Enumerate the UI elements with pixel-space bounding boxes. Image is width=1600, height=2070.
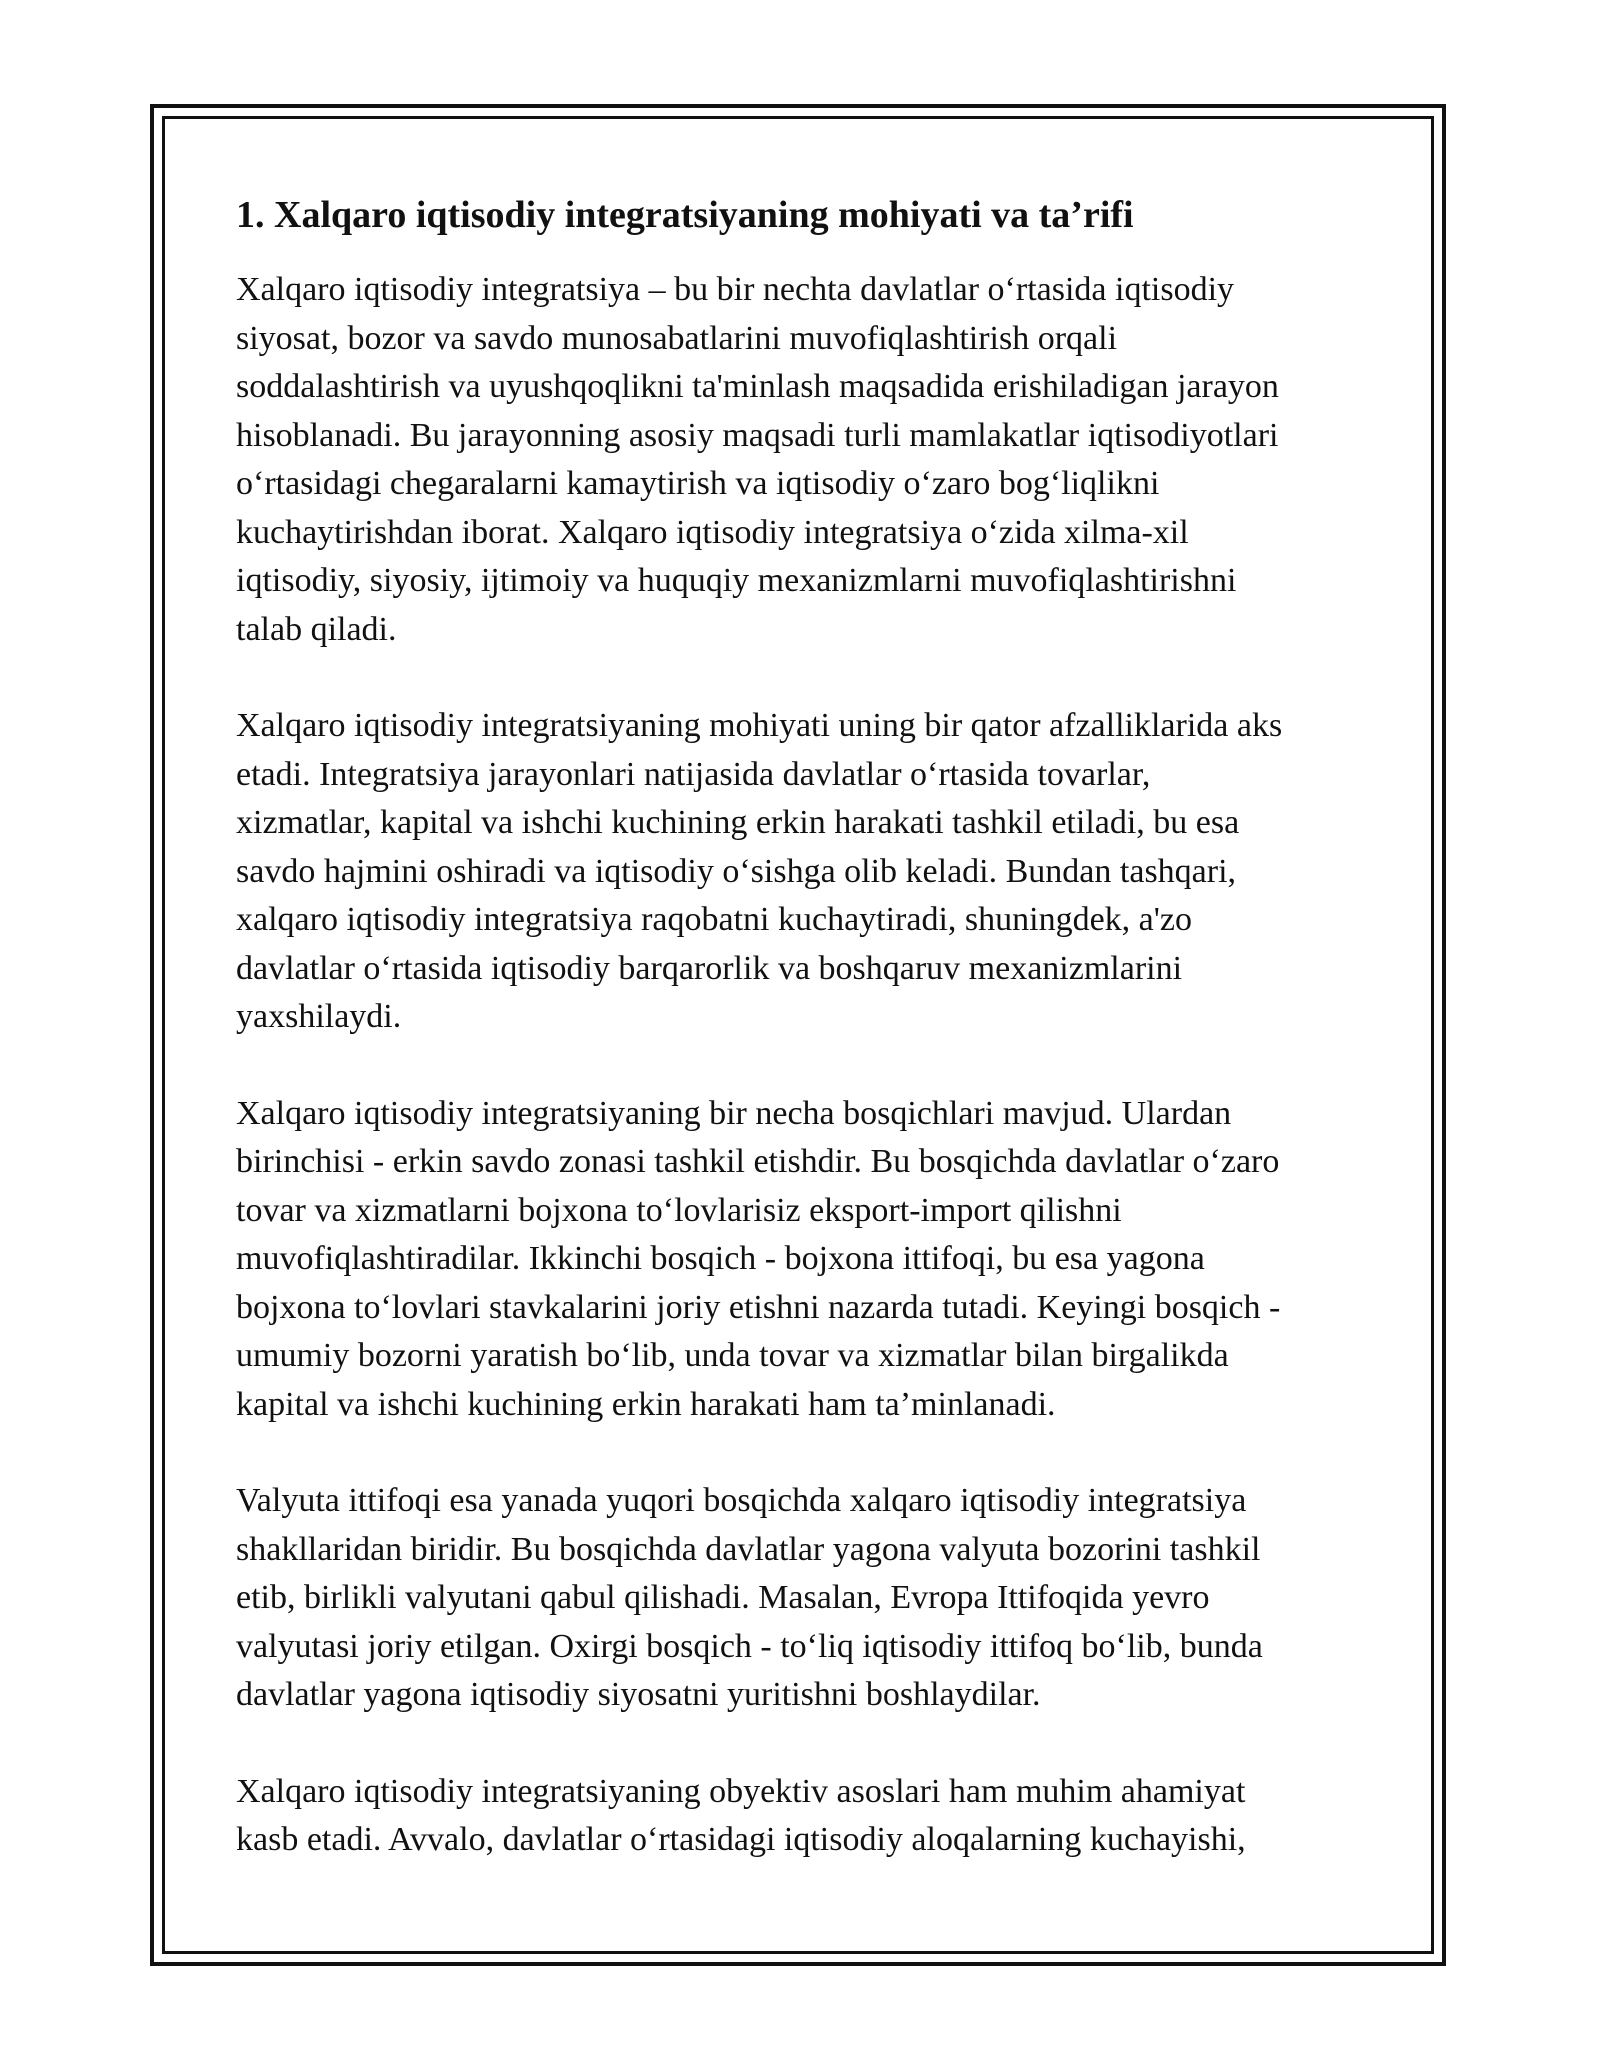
paragraph-stages: Xalqaro iqtisodiy integratsiyaning bir necha bosqichlari mavjud. Ulardan birinchisi - erkin savdo zonasi tashkil etishdir. Bu bosqichda davlatlar o‘zaro tovar va xizmatlarni bojxona to‘lovlarisiz eksport-import qilishni muvofiqlashtiradilar. Ikkinchi bosqich - bojxona ittifoqi, bu esa yagona bojxona to‘lovlari stavkalarini joriy etishni nazarda tutadi. Keyingi bosqich - umumiy bozorni yaratish bo‘lib, unda tovar va xizmatlar bilan birgalikda kapital va ishchi kuchining erkin harakati ham ta’minlanadi. xyxy=(236,1094,1281,1423)
paragraph-objective-basis: Xalqaro iqtisodiy integratsiyaning obyektiv asoslari ham muhim ahamiyat kasb etadi. Avvalo, davlatlar o‘rtasidagi iqtisodiy aloqalarning kuchayishi, xyxy=(236,1772,1246,1858)
paragraph-currency-union: Valyuta ittifoqi esa yanada yuqori bosqichda xalqaro iqtisodiy integratsiya shakllaridan biridir. Bu bosqichda davlatlar yagona valyuta bozorini tashkil etib, birlikli valyutani qabul qilishadi. Masalan, Evropa Ittifoqida yevro valyutasi joriy etilgan. Oxirgi bosqich - to‘liq iqtisodiy ittifoq bo‘lib, bunda davlatlar yagona iqtisodiy siyosatni yuritishni boshlaydilar. xyxy=(236,1482,1263,1713)
document-body xyxy=(236,190,1376,1913)
section-heading: 1. Xalqaro iqtisodiy integratsiyaning mohiyati va ta’rifi xyxy=(236,194,1134,236)
paragraph-essence: Xalqaro iqtisodiy integratsiyaning mohiyati uning bir qator afzalliklarida aks etadi. Integratsiya jarayonlari natijasida davlatlar o‘rtasida tovarlar, xizmatlar, kapital va ishchi kuchining erkin harakati tashkil etiladi, bu esa savdo hajmini oshiradi va iqtisodiy o‘sishga olib keladi. Bundan tashqari, xalqaro iqtisodiy integratsiya raqobatni kuchaytiradi, shuningdek, a'zo davlatlar o‘rtasida iqtisodiy barqarorlik va boshqaruv mexanizmlarini yaxshilaydi. xyxy=(236,707,1283,1035)
paragraph-definition: Xalqaro iqtisodiy integratsiya – bu bir nechta davlatlar o‘rtasida iqtisodiy siyosat, bozor va savdo munosabatlarini muvofiqlashtirish orqali soddalashtirish va uyushqoqlikni ta'minlash maqsadida erishiladigan jarayon hisoblanadi. Bu jarayonning asosiy maqsadi turli mamlakatlar iqtisodiyotlari o‘rtasidagi chegaralarni kamaytirish va iqtisodiy o‘zaro bog‘liqlikni kuchaytirishdan iborat. Xalqaro iqtisodiy integratsiya o‘zida xilma-xil iqtisodiy, siyosiy, ijtimoiy va huquqiy mexanizmlarni muvofiqlashtirishni talab qiladi. xyxy=(236,271,1279,648)
